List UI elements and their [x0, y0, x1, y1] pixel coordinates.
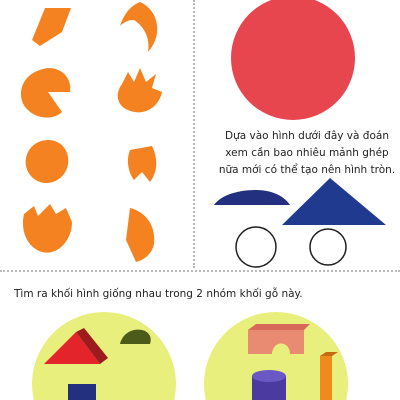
circle-puzzle-instruction: Dựa vào hình dưới đây và đoán xem cần bao nhiêu mảnh ghép nữa mới có thể tạo nên hình tròn.	[218, 130, 396, 176]
red-circle	[231, 0, 355, 120]
broken-piece	[23, 204, 72, 253]
half-circle-piece	[126, 208, 154, 262]
circle-piece	[26, 140, 69, 183]
crescent-piece	[120, 2, 157, 52]
shape-pieces-svg	[0, 0, 192, 268]
jagged-piece	[118, 68, 162, 112]
salmon-arch-top	[248, 324, 310, 330]
shape-pieces-panel	[0, 0, 192, 268]
orange-pillar-block	[320, 356, 332, 400]
empty-circle-left	[236, 227, 276, 267]
purple-cylinder-top	[252, 370, 286, 382]
wooden-blocks-instruction: Tìm ra khối hình giống nhau trong 2 nhóm khối gỗ này.	[14, 288, 303, 300]
navy-cube-block	[68, 384, 96, 400]
wooden-blocks-panel	[0, 272, 400, 400]
circle-puzzle-panel	[200, 0, 400, 268]
wedge-piece	[128, 146, 156, 182]
vertical-divider	[193, 0, 195, 268]
navy-half-disc	[214, 190, 290, 205]
empty-circle-right	[310, 229, 346, 265]
blue-triangle	[282, 178, 386, 225]
wooden-blocks-svg	[0, 272, 400, 400]
fan-piece	[32, 8, 71, 46]
pacman-piece	[21, 68, 70, 118]
